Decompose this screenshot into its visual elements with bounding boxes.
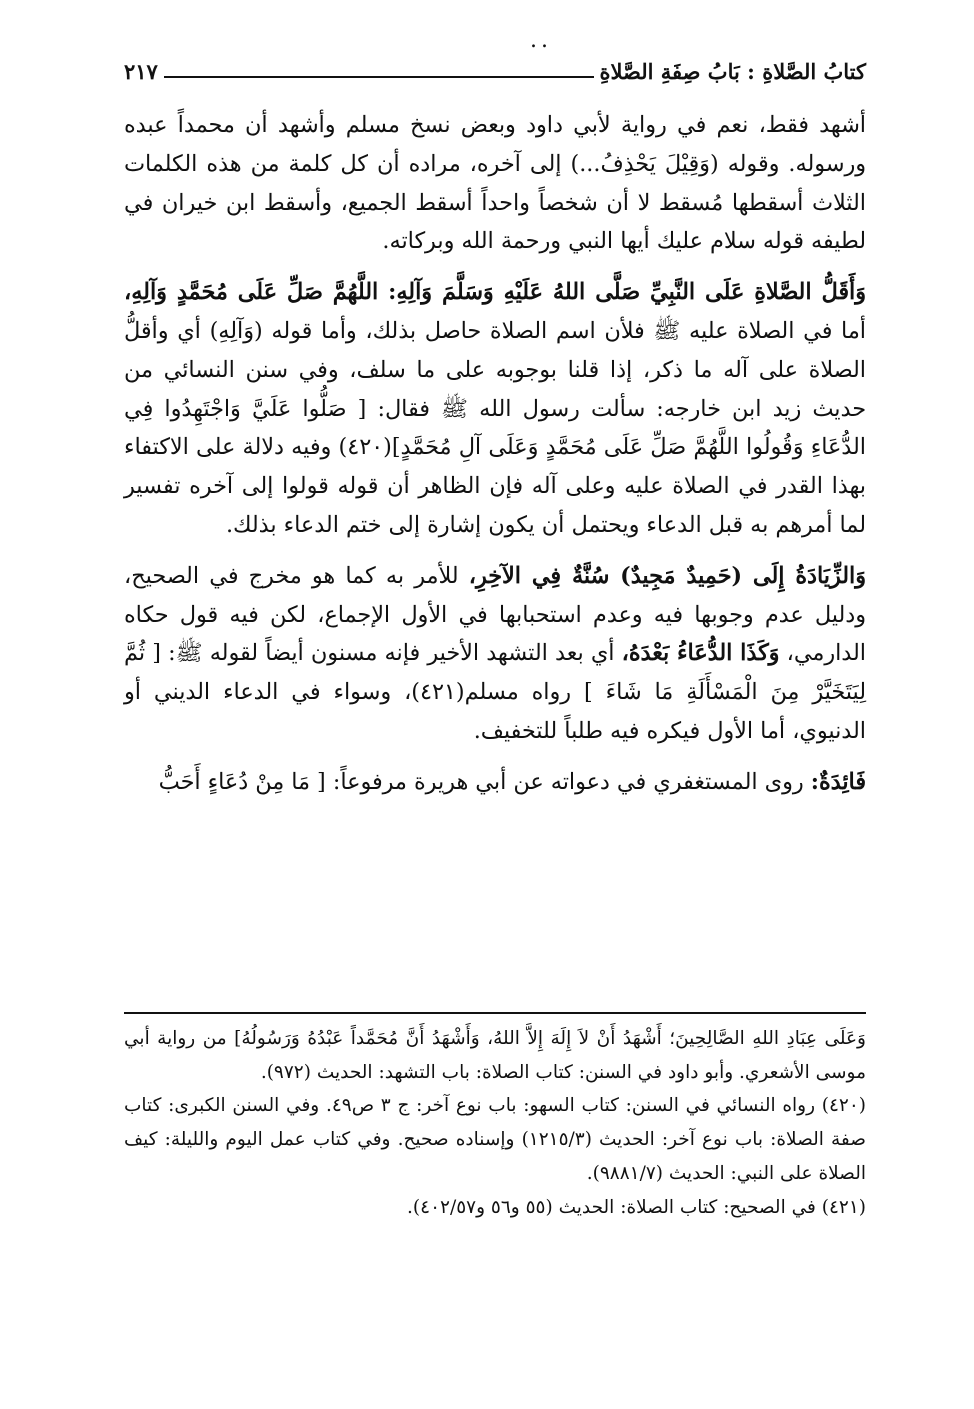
footnote-continuation: وَعَلَى عِبَادِ اللهِ الصَّالِحِينَ؛ أَشْهَدُ أَنْ لاَ إِلَهَ إِلاَّ اللهُ، وَأَشْهَدُ أَنَّ مُحَمَّداً عَبْدُهُ وَرَسُولُهُ] من رواية أبي موسى الأشعري. وأبو داود في السنن: كتاب الصلاة: باب التشهد: الحديث (٩٧٢). [124, 1028, 866, 1083]
paragraph-3-text-a: للأمر به كما هو مخرج في الصحيح، ودليل عدم وجوبها فيه وعدم استحبابها في الأول الإجماع، لكن فيه قول حكاه الدارمي، [124, 562, 867, 667]
paragraph-2 [124, 273, 866, 545]
matn-heading-2: وَالزِّيَادَةُ إِلَى (حَمِيدٌ مَجِيدٌ) سُنَّةٌ فِي الآخِرِ، [468, 562, 867, 589]
paragraph-2-text: أما في الصلاة عليه ﷺ فلأن اسم الصلاة حاصل بذلك، وأما قوله (وَآلِهِ) أي وأقلُّ الصلاة على آله ما ذكر، إذا قلنا بوجوبه على ما سلف، وفي سنن النسائي من حديث زيد ابن خارجه: سألت رسول الله ﷺ فقال: [ صَلُّوا عَلَيَّ وَاجْتَهِدُوا فِي الدُّعَاءِ وَقُولُوا اللَّهُمَّ صَلِّ عَلَى مُحَمَّدٍ وَعَلَى آلِ مُحَمَّدٍ](٤٢٠) وفيه دلالة على الاكتفاء بهذا القدر في الصلاة عليه وعلى آله فإن الظاهر أن قوله قولوا إلى آخره تفسير لما أمرهم به قبل الدعاء ويحتمل أن يكون إشارة إلى ختم الدعاء بذلك. [124, 317, 866, 538]
matn-heading-1: وَأَقَلُّ الصَّلاةِ عَلَى النَّبِيِّ صَلَّى اللهُ عَلَيْهِ وَسَلَّمَ وَآلِهِ: اللَّهُمَّ صَلِّ عَلَى مُحَمَّدٍ وَآلِهِ، [124, 279, 866, 306]
header-rule [164, 76, 594, 78]
footnotes [124, 1022, 866, 1224]
paragraph-4-text: روى المستغفري في دعواته عن أبي هريرة مرفوعاً: [ مَا مِنْ دُعَاءٍ أَحَبُّ [158, 768, 811, 795]
footnote-separator [124, 1012, 866, 1014]
paragraph-3-text-b: أي بعد التشهد الأخير فإنه مسنون أيضاً لقوله ﷺ: [ ثُمَّ لِيَتَخَيَّرْ مِنَ الْمَسْأَلَةِ مَا شَاءَ ] رواه مسلم(٤٢١)، وسواء في الدعاء الديني أو الدنيوي، أما الأول فيكره فيه طلباً للتخفيف. [124, 640, 866, 744]
matn-heading-3: وَكَذَا الدُّعَاءُ بَعْدَهُ، [621, 640, 780, 667]
page-header [124, 52, 866, 86]
paragraph-1 [124, 106, 866, 261]
faida-label: فَائِدَةٌ: [810, 768, 866, 795]
page-number: ٢١٧ [124, 59, 158, 84]
paragraph-1-text: أشهد فقط، نعم في رواية لأبي داود وبعض نسخ مسلم وأشهد أن محمداً عبده ورسوله. وقوله (وَقِيْلَ يَحْذِفُ...) إلى آخره، مراده أن كل كلمة من هذه الكلمات الثلاث أسقطها مُسقط لا أن شخصاً واحداً أسقط الجميع، وأسقط ابن خيران في لطيفه قوله سلام عليك أيها النبي ورحمة الله وبركاته. [124, 112, 866, 255]
main-text [124, 106, 866, 802]
running-title: كتابُ الصَّلاةِ : بَابُ صِفَةِ الصَّلاةِ [599, 59, 866, 84]
paragraph-3 [124, 557, 866, 751]
footnote-420: (٤٢٠) رواه النسائي في السنن: كتاب السهو: باب نوع آخر: ج ٣ ص٤٩. وفي السنن الكبرى: كتاب صفة الصلاة: باب نوع آخر: الحديث (١٢١٥/٣) وإسناده صحيح. وفي كتاب عمل اليوم والليلة: كيف الصلاة على النبي: الحديث (٩٨٨١/٧). [124, 1095, 866, 1184]
top-marks: .. [530, 28, 552, 53]
footnote-421: (٤٢١) في الصحيح: كتاب الصلاة: الحديث (٥٥ و٥٦ و٤٠٢/٥٧). [407, 1196, 866, 1218]
paragraph-4 [124, 763, 866, 802]
